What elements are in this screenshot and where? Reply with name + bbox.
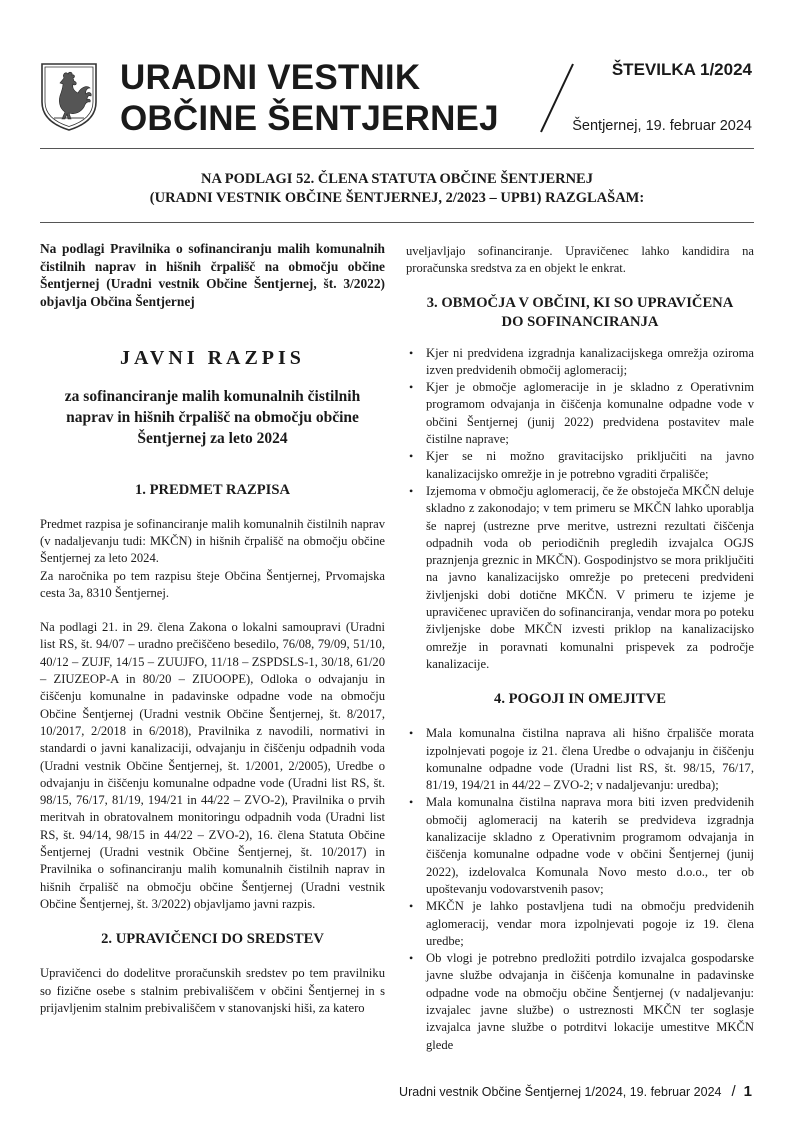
list-item: • Ob vlogi je potrebno predložiti potrdilo izvajalca gospodarske javne službe odvajanja in čiščenja komunalne in padavinske odpadne vode na območju občine Šentjernej (v nadaljevanju: izvajalec javne službe) o ustreznosti MKČN ter soglasje izvajalca javne službe o potrditvi lokacije umestitve MKČN glede — [406, 950, 754, 1054]
list-item: • Kjer se ni možno gravitacijsko priključiti na javno kanalizacijsko omrežje in je potrebno vgraditi črpališče; — [406, 448, 754, 483]
section-2-paragraph-continued: uveljavljajo sofinanciranje. Upravičenec lahko kandidira na proračunska sredstva za en objekt le enkrat. — [406, 244, 754, 276]
page-footer — [399, 1083, 752, 1100]
section-2-heading: 2. UPRAVIČENCI DO SREDSTEV — [101, 931, 324, 948]
coat-of-arms-rooster-logo — [40, 62, 98, 132]
issue-date: Šentjernej, 19. februar 2024 — [572, 118, 752, 134]
list-item: • Izjemoma v območju aglomeracij, če že obstoječa MKČN deluje skladno z zakonodajo; v tem primeru se MKČN lahko uporablja še naprej (ustrezne prve meritve, ustrezni rezultati čiščenja odpadnih voda ob periodičnih pregledih izvajalca OGJS praznjenja greznic in MKČN). Gospodinjstvo se mora priključiti na javno kanalizacijsko omrežje po preteceni predvideni življenjski dobi dotične MKČN. V primeru te izjeme je upravičenec upravičen do sofinanciranja, vendar mora po poteku življenjske dobe MKČN izvesti priklop na kanalizacijsko omrežje in poravnati komunalni prispevek za področje kanalizacije. — [406, 483, 754, 673]
razpis-subtitle: za sofinanciranje malih komunalnih čistilnih naprav in hišnih črpališč na območju občine Šentjernej za leto 2024 — [64, 387, 361, 447]
preamble-line-1: NA PODLAGI 52. ČLENA STATUTA OBČINE ŠENTJERNEJ — [201, 171, 593, 187]
list-item: • Kjer ni predvidena izgradnja kanalizacijskega omrežja oziroma izven predvidenih območij aglomeracij; — [406, 345, 754, 380]
section-4-list — [406, 725, 754, 1054]
section-3-heading — [406, 294, 754, 332]
preamble-line-2: (URADNI VESTNIK OBČINE ŠENTJERNEJ, 2/2023 – UPB1) RAZGLAŠAM: — [149, 190, 645, 206]
header-rule-bottom — [40, 222, 754, 223]
left-column — [40, 240, 385, 1017]
footer-publication-text: Uradni vestnik Občine Šentjernej 1/2024, 19. februar 2024 — [399, 1085, 722, 1099]
section-3-heading-line-2: DO SOFINANCIRANJA — [501, 313, 659, 330]
section-4-heading: 4. POGOJI IN OMEJITVE — [494, 691, 666, 708]
section-1-paragraph-3: Na podlagi 21. in 29. člena Zakona o lokalni samoupravi (Uradni list RS, št. 94/07 – uradno prečiščeno besedilo, 76/08, 79/09, 51/10, 40/12 – ZUJF, 14/15 – ZUUJFO, 11/18 – ZSPDSLS-1, 30/18, 61/20 – ZIUZEOP-A in 80/20 – ZIUOOPE), Odloka o odvajanju in čiščenju komunalne in padavinske odpadne vode na območju Občine Šentjernej (Uradni vestnik Občine Šentjernej, št. 8/2017, 10/2017, 2/2018 in 6/2018), Pravilnika z navodili, normativi in standardi o javni kanalizaciji, odvajanju in čiščenju odpadnih voda (Uradni vestnik Občine Šentjernej, št. 1/2001, 2/2005), Uredbe o odvajanju in čiščenju komunalne odpadne vode (Uradni list RS, št. 98/15, 76/17, 81/19, 194/21 in 44/22 – ZVO-2), Pravilnika o prvih meritvah in obratovalnem monitoringu odpadnih voda (Uradni list RS, št. 94/14, 98/15 in 44/22 – ZVO-2), 16. člena Statuta Občine Šentjernej (Uradni vestnik Občine Šentjernej, št. 10/2017) in Pravilnika o sofinanciranju malih komunalnih čistilnih naprav in hišnih črpališč na območju občine Šentjernej (Uradni vestnik Občine Šentjernej, št. 3/2022) objavljamo javni razpis. — [40, 620, 385, 911]
masthead-title-line-1: URADNI VESTNIK — [120, 58, 421, 97]
masthead-slash-divider — [537, 62, 577, 134]
section-1-paragraph-2: Za naročnika po tem razpisu šteje Občina Šentjernej, Prvomajska cesta 3a, 8310 Šentjernej. — [40, 568, 385, 600]
page-number: 1 — [743, 1083, 752, 1100]
list-item: • Kjer je območje aglomeracije in je skladno z Operativnim programom odvajanja in čiščenja komunalne odpadne vode v občini Šentjernej (junij 2022) predvidena postavitev male čistilne naprave; — [406, 379, 754, 448]
promulgation-preamble — [40, 170, 754, 208]
razpis-title: JAVNI RAZPIS — [120, 347, 305, 370]
masthead-title-line-2: OBČINE ŠENTJERNEJ — [120, 99, 499, 138]
list-item: • MKČN je lahko postavljena tudi na območju predvidenih aglomeracij, vendar mora izpolnjevati pogoje iz 19. člena uredbe; — [406, 898, 754, 950]
right-column — [406, 243, 754, 1054]
issue-number: ŠTEVILKA 1/2024 — [611, 60, 752, 79]
section-1-heading: 1. PREDMET RAZPISA — [134, 481, 290, 498]
section-3-list — [406, 345, 754, 674]
list-item: • Mala komunalna čistilna naprava ali hišno črpališče morata izpolnjevati pogoje iz 21. člena Uredbe o odvajanju in čiščenju komunalne odpadne vode (Uradni list RS, št. 98/15, 76/17, 81/19, 194/21 in 44/22 – ZVO-2; v nadaljevanju: uredba); — [406, 725, 754, 794]
section-2-paragraph-1: Upravičenci do dodelitve proračunskih sredstev po tem pravilniku so fizične osebe s stalnim prebivališčem v občini Šentjernej in s prijavljenim stalnim prebivališčem v stanovanjski hiši, za katero — [40, 966, 385, 1015]
footer-slash-divider: / — [731, 1083, 736, 1100]
list-item: • Mala komunalna čistilna naprava mora biti izven predvidenih območij aglomeracij na katerih se predvideva izgradnja kanalizacije skladno z Operativnim programom odvajanja in čiščenja komunalne odpadne vode v občini Šentjernej (junij 2022), izdelovalca Komunala Novo mesto d.o.o., ter ob upoštevanju vodovarstvenih pasov; — [406, 794, 754, 898]
section-1-paragraph-1: Predmet razpisa je sofinanciranje malih komunalnih čistilnih naprav (v nadaljevanju tudi: MKČN) in hišnih črpališč na območju občine Šentjernej za leto 2024. — [40, 516, 385, 566]
intro-paragraph: Na podlagi Pravilnika o sofinanciranju malih komunalnih čistilnih naprav in hišnih črpališč na območju občine Šentjernej (Uradni vestnik Občine Šentjernej, št. 3/2022) objavlja Občina Šentjernej — [40, 241, 385, 309]
section-3-heading-line-1: 3. OBMOČJA V OBČINI, KI SO UPRAVIČENA — [426, 294, 734, 311]
header-rule-top — [40, 148, 754, 149]
